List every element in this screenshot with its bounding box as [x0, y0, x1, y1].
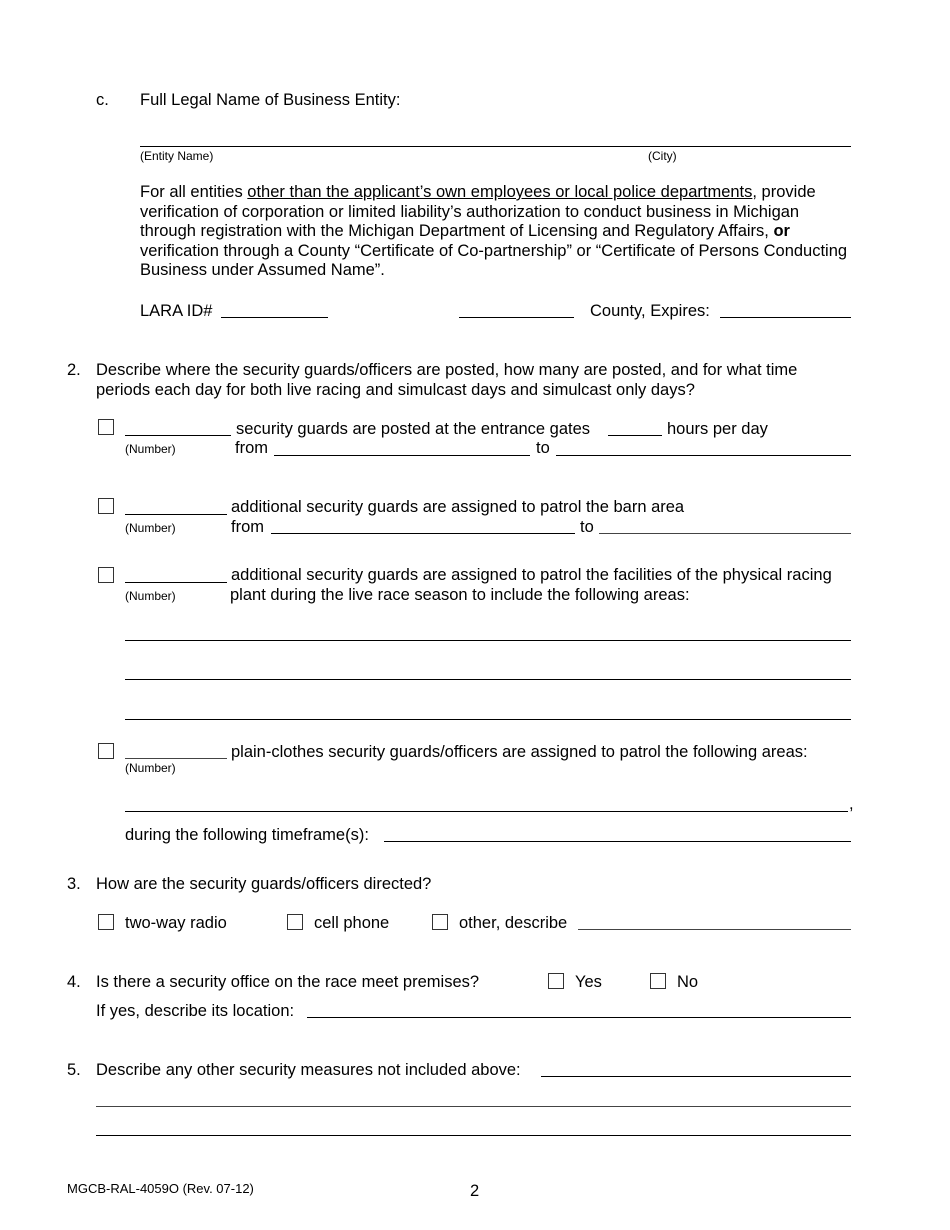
plant-areas-line-1[interactable]	[125, 640, 851, 641]
other-measures-line-2[interactable]	[96, 1106, 851, 1107]
to-label: to	[536, 439, 550, 457]
number-caption: (Number)	[125, 442, 176, 456]
hours-per-day-label: hours per day	[667, 420, 768, 438]
entrance-guards-number-field[interactable]	[125, 435, 231, 436]
q4-question: Is there a security office on the race meet premises?	[96, 973, 480, 991]
from-label: from	[235, 439, 268, 457]
county-expires-field[interactable]	[720, 317, 851, 318]
racing-plant-text: additional security guards are assigned to patrol the facilities of the physical racing	[231, 566, 832, 584]
two-way-radio-checkbox[interactable]	[98, 914, 114, 930]
para-start: For all entities	[140, 183, 248, 201]
racing-plant-text-2: plant during the live race season to include the following areas:	[230, 586, 690, 604]
hours-per-day-field[interactable]	[608, 435, 662, 436]
location-field[interactable]	[307, 1017, 851, 1018]
section-c-letter: c.	[96, 91, 109, 109]
page-number: 2	[470, 1182, 480, 1200]
other-measures-field[interactable]	[541, 1076, 851, 1077]
location-label: If yes, describe its location:	[96, 1002, 295, 1020]
other-describe-label: other, describe	[459, 914, 568, 932]
county-expires-label: County, Expires:	[590, 302, 710, 320]
entity-name-caption: (Entity Name)	[140, 149, 214, 163]
lara-id-field[interactable]	[221, 317, 328, 318]
entrance-gates-checkbox[interactable]	[98, 419, 114, 435]
section-c-title: Full Legal Name of Business Entity:	[140, 91, 401, 109]
plant-areas-line-3[interactable]	[125, 719, 851, 720]
para-middle: , provide verification of corporation or limited liability’s authorization to conduct business in Michigan through registration with the Michigan Department of Licensing and Regulatory Affairs,	[140, 183, 816, 241]
q3-number: 3.	[67, 875, 81, 893]
plain-clothes-number-field[interactable]	[125, 758, 227, 759]
lara-id-field-2[interactable]	[459, 317, 574, 318]
barn-to-field[interactable]	[599, 533, 851, 534]
barn-from-field[interactable]	[271, 533, 575, 534]
plain-clothes-text: plain-clothes security guards/officers are assigned to patrol the following areas:	[231, 743, 808, 761]
lara-id-label: LARA ID#	[140, 302, 213, 320]
plain-clothes-checkbox[interactable]	[98, 743, 114, 759]
q4-number: 4.	[67, 973, 81, 991]
to-label: to	[580, 518, 594, 536]
plant-guards-number-field[interactable]	[125, 582, 227, 583]
q3-question: How are the security guards/officers directed?	[96, 875, 432, 893]
q5-question: Describe any other security measures not included above:	[96, 1061, 521, 1079]
q5-number: 5.	[67, 1061, 81, 1079]
plant-areas-line-2[interactable]	[125, 679, 851, 680]
q2-number: 2.	[67, 361, 81, 379]
barn-guards-number-field[interactable]	[125, 514, 227, 515]
q2-line1: Describe where the security guards/officers are posted, how many are posted, and for what time	[96, 361, 798, 379]
entrance-gates-text: security guards are posted at the entrance gates	[236, 420, 591, 438]
barn-area-text: additional security guards are assigned to patrol the barn area	[231, 498, 685, 516]
cell-phone-checkbox[interactable]	[287, 914, 303, 930]
two-way-radio-label: two-way radio	[125, 914, 227, 932]
timeframe-label: during the following timeframe(s):	[125, 826, 369, 844]
other-describe-field[interactable]	[578, 929, 851, 930]
para-bold-or: or	[773, 222, 790, 241]
timeframe-field[interactable]	[384, 841, 851, 842]
entrance-from-field[interactable]	[274, 455, 530, 456]
other-measures-line-3[interactable]	[96, 1135, 851, 1136]
other-checkbox[interactable]	[432, 914, 448, 930]
from-label: from	[231, 518, 264, 536]
entrance-to-field[interactable]	[556, 455, 851, 456]
number-caption: (Number)	[125, 589, 176, 603]
para-underlined: other than the applicant’s own employees or local police departments	[247, 183, 753, 201]
yes-checkbox[interactable]	[548, 973, 564, 989]
entity-name-field[interactable]	[140, 146, 851, 147]
barn-area-checkbox[interactable]	[98, 498, 114, 514]
number-caption: (Number)	[125, 761, 176, 775]
number-caption: (Number)	[125, 521, 176, 535]
no-checkbox[interactable]	[650, 973, 666, 989]
yes-label: Yes	[575, 973, 602, 991]
cell-phone-label: cell phone	[314, 914, 390, 932]
city-caption: (City)	[648, 149, 677, 163]
para-end: verification through a County “Certificate of Co-partnership” or “Certificate of Persons Conducting Business under Assumed Name”.	[140, 241, 848, 280]
no-label: No	[677, 973, 699, 991]
plain-clothes-areas-field[interactable]	[125, 811, 848, 812]
comma-mark: ,	[849, 795, 854, 813]
form-id: MGCB-RAL-4059O (Rev. 07-12)	[67, 1181, 254, 1196]
q2-line2: periods each day for both live racing and simulcast days and simulcast only days?	[96, 381, 695, 399]
verification-paragraph	[140, 183, 855, 281]
racing-plant-checkbox[interactable]	[98, 567, 114, 583]
